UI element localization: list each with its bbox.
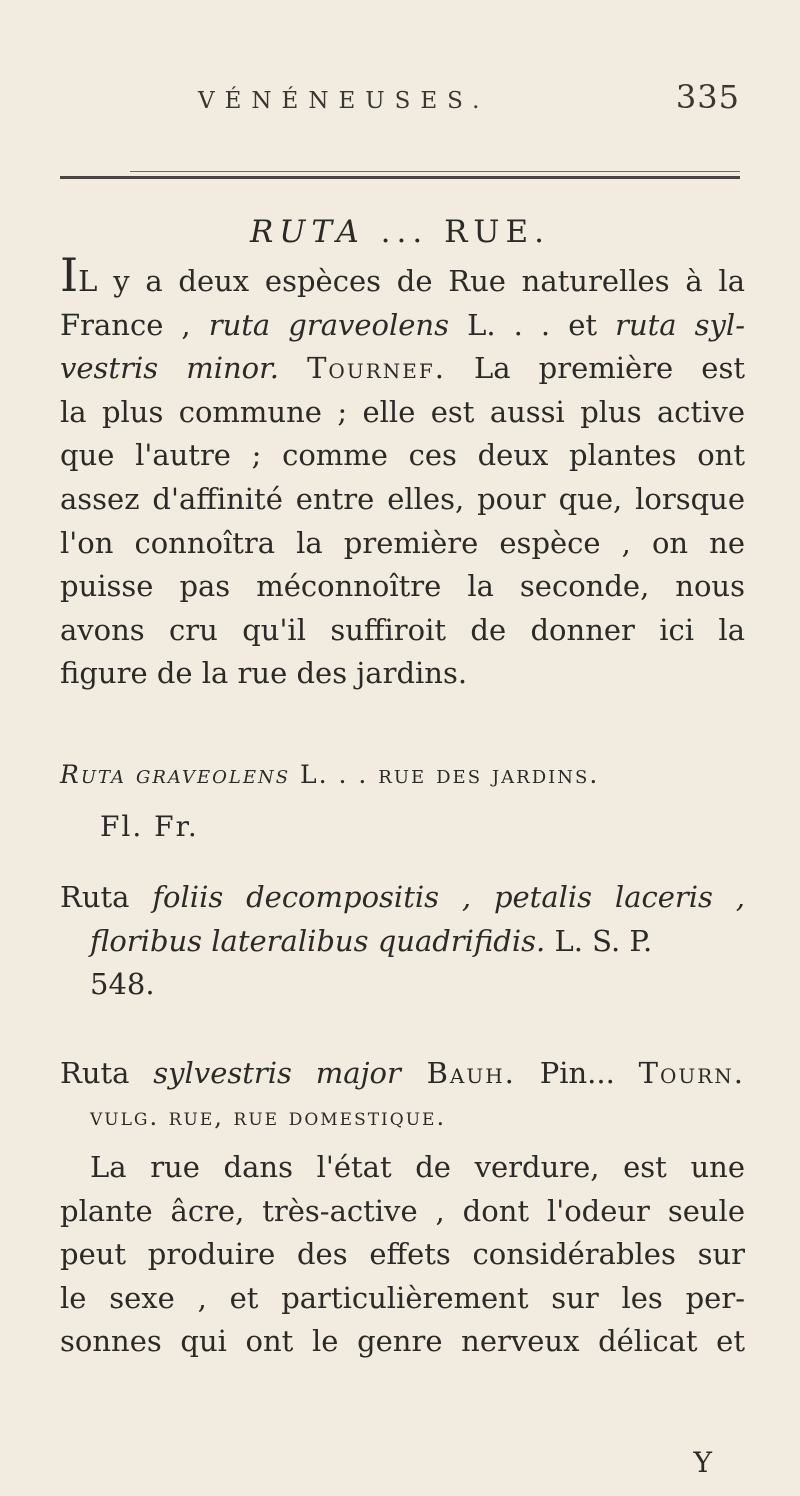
synonym-1-line-3: 548.	[90, 967, 155, 1002]
synonym-block-1	[60, 876, 745, 1007]
synonym-2-line-1: Ruta sylvestris major Bauh. Pin... Tourn.	[60, 1056, 745, 1090]
intro-line-4: la plus commune ; elle est aussi plus active	[60, 394, 745, 429]
title-french: RUE.	[444, 214, 551, 250]
species-name: Ruta graveolens	[60, 760, 291, 789]
intro-line-3: vestris minor. Tournef. La première est	[60, 351, 746, 386]
body-line-2: plante âcre, très-active , dont l'odeur seule	[60, 1193, 745, 1228]
body-line-5: sonnes qui ont le genre nerveux délicat et	[60, 1324, 745, 1359]
intro-line-1: IL y a deux espèces de Rue naturelles à la	[60, 248, 745, 302]
catchword: Y	[693, 1446, 712, 1479]
synonym-block-2	[60, 1052, 745, 1139]
body-line-3: peut produire des effets considérables sur	[60, 1237, 745, 1272]
intro-line-8: puisse pas méconnoître la seconde, nous	[60, 569, 745, 604]
section-title	[0, 214, 800, 250]
intro-line-9: avons cru qu'il suffiroit de donner ici la	[60, 612, 745, 647]
drop-cap: I	[60, 248, 79, 302]
intro-line-6: assez d'affinité entre elles, pour que, lorsque	[60, 481, 745, 516]
intro-line-10: figure de la rue des jardins.	[60, 656, 468, 691]
title-dots: ...	[380, 214, 429, 250]
body-line-1: La rue dans l'état de verdure, est une	[90, 1150, 745, 1184]
synonym-1-line-2: floribus lateralibus quadrifidis. L. S. P.	[90, 923, 653, 958]
intro-paragraph	[60, 248, 746, 696]
running-head: VÉNÉNEUSES.	[198, 88, 490, 114]
author-tournef: Tournef.	[307, 351, 446, 386]
vernacular-names: vulg. rue, rue domestique.	[90, 1102, 447, 1131]
page-number: 335	[675, 78, 740, 116]
term-ruta-sylvestris: ruta syl-	[615, 307, 745, 342]
page-header	[180, 78, 740, 118]
body-line-4: le sexe , et particulièrement sur les per-	[60, 1280, 745, 1315]
header-rule-thin	[130, 171, 740, 172]
term-ruta-graveolens: ruta graveolens	[208, 307, 449, 342]
title-latin: RUTA	[249, 214, 365, 250]
species-heading	[60, 760, 750, 789]
intro-line-5: que l'autre ; comme ces deux plantes ont	[60, 438, 745, 473]
species-common-name: L. . . rue des jardins.	[290, 760, 600, 789]
header-rule	[60, 176, 740, 179]
synonym-1-line-1: Ruta foliis decompositis , petalis laceris ,	[60, 880, 745, 914]
flora-reference: Fl. Fr.	[100, 810, 199, 843]
intro-line-2: France , ruta graveolens L. . . et ruta syl-	[60, 307, 745, 342]
body-paragraph	[60, 1146, 745, 1364]
intro-line-7: l'on connoîtra la première espèce , on ne	[60, 525, 745, 560]
